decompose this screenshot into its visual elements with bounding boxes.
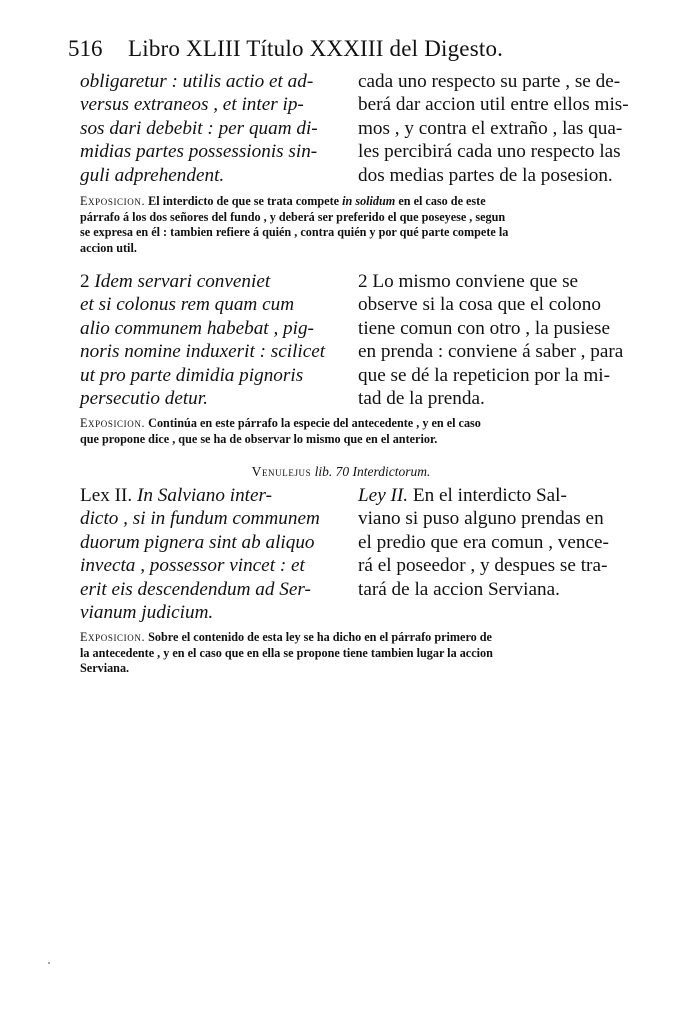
latin-text-block-1: obligaretur : utilis actio et ad- versus extraneos , et inter ip- sos dari debebit : per quam di- midias partes possessionis sin- guli adprehendent.: [80, 71, 318, 186]
exposition-label: Exposicion.: [80, 416, 146, 430]
latin-text-block-2: [80, 270, 350, 410]
spanish-text-block-1: cada uno respecto su parte , se de- berá dar accion util entre ellos mis- mos , y contra el extraño , las qua- les percibirá cada uno respecto las dos medias partes de la posesion.: [358, 71, 629, 186]
latin-text: Idem servari conveniet et si colonus rem quam cum alio communem habebat , pig- noris nomine induxerit : scilicet ut pro parte dimidia pignoris persecutio detur.: [80, 271, 326, 410]
exposition-text: El interdicto de que se trata compete: [145, 194, 343, 208]
latin-text: In Salviano inter- dicto , si in fundum communem duorum pignera sint ab aliquo invecta , possessor vincet : et erit eis descendendum ad Ser- vianum judicium.: [80, 485, 320, 624]
spanish-text-block-3: [358, 484, 630, 601]
exposition-note-2: [80, 416, 628, 447]
exposition-note-3: [80, 630, 628, 677]
spanish-text-block-2: [358, 270, 630, 410]
latin-text-block-3: [80, 484, 350, 624]
exposition-text: Sobre el contenido de esta ley se ha dicho en el párrafo primero de la antecedente , y en el caso que en ella se propone tiene tambien lugar la accion Serviana.: [80, 630, 493, 675]
exposition-text: Continúa en este párrafo la especie del antecedente , y en el caso que propone dice , que se ha de observar lo mismo que en el anterior.: [80, 416, 481, 446]
running-title: Libro XLIII Título XXXIII del Digesto.: [128, 36, 504, 61]
page-number: 516: [68, 36, 103, 61]
exposition-note-1: [80, 194, 628, 256]
paragraph-number: 2: [358, 271, 368, 292]
exposition-text: en el caso de este párrafo á los dos señores del fundo , y deberá ser preferido el que poseyese , segun se expresa en él : tambien refiere á quién , contra quién y por qué parte compete la accion util.: [80, 194, 509, 255]
exposition-label: Exposicion.: [80, 194, 146, 208]
exposition-label: Exposicion.: [80, 630, 146, 644]
spanish-text: Lo mismo conviene que se observe si la cosa que el colono tiene comun con otro , la pusiese en prenda : conviene á saber , para que se dé la repeticion por la mi- tad de la prenda.: [358, 271, 624, 410]
law-number: Lex II.: [80, 485, 133, 506]
paper-speck: [48, 962, 50, 964]
law-number: Ley II.: [358, 485, 409, 506]
work-reference: lib. 70 Interdictorum.: [311, 464, 431, 479]
spanish-text: En el interdicto Sal- viano si puso alguno prendas en el predio que era comun , vence- rá el poseedor , y despues se tra- tará de la accion Serviana.: [358, 485, 609, 600]
exposition-italic-term: in solidum: [342, 194, 396, 208]
author-name: Venulejus: [251, 464, 312, 479]
source-attribution: [0, 464, 682, 480]
paragraph-number: 2: [80, 271, 90, 292]
page-header: [68, 34, 628, 64]
